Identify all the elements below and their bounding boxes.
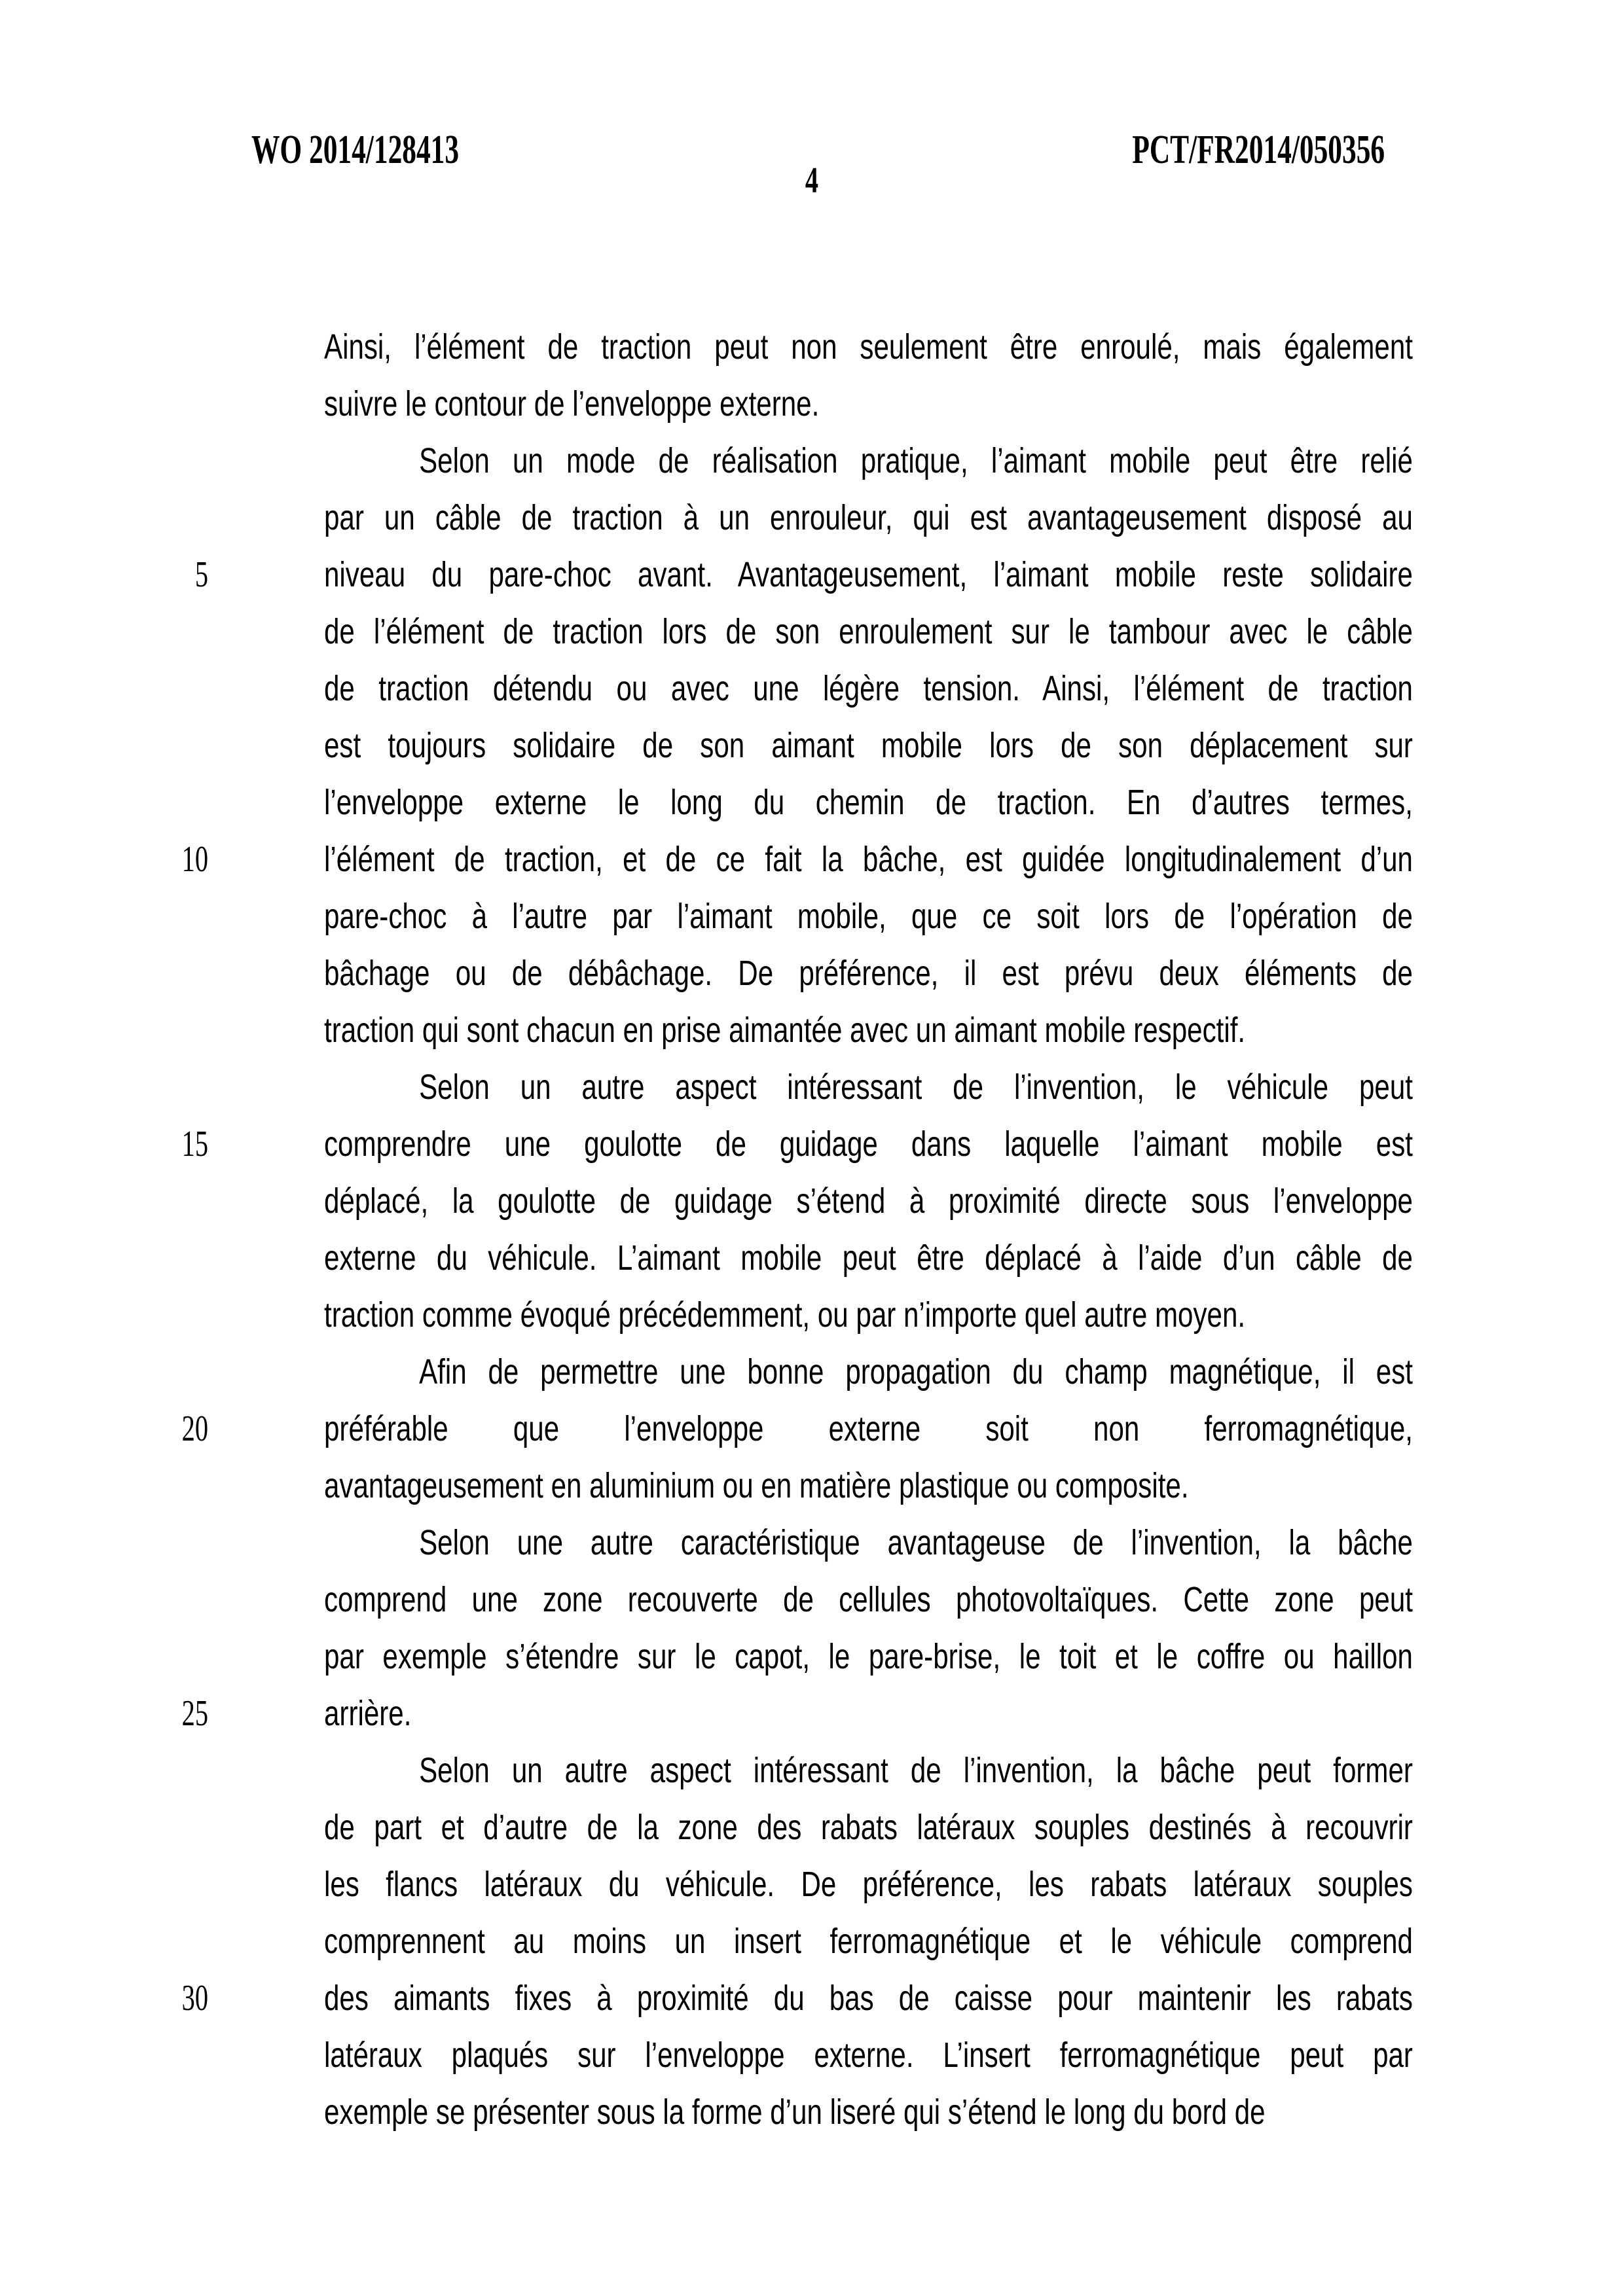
description-text (324, 319, 1413, 2141)
text-line: l’enveloppe externe le long du chemin de traction. En d’autres termes, (324, 783, 1413, 822)
text-line: niveau du pare-choc avant. Avantageusement, l’aimant mobile reste solidaire (324, 555, 1413, 594)
text-line: des aimants fixes à proximité du bas de caisse pour maintenir les rabats (324, 1979, 1413, 2018)
text-line: Selon un autre aspect intéressant de l’invention, le véhicule peut (419, 1067, 1413, 1107)
margin-line-number: 5 (194, 554, 208, 595)
text-line: latéraux plaqués sur l’enveloppe externe. L’insert ferromagnétique peut par (324, 2036, 1413, 2075)
text-line: bâchage ou de débâchage. De préférence, il est prévu deux éléments de (324, 954, 1413, 993)
text-line: de l’élément de traction lors de son enroulement sur le tambour avec le câble (324, 612, 1413, 651)
text-line: comprend une zone recouverte de cellules photovoltaïques. Cette zone peut (324, 1580, 1413, 1619)
margin-line-number: 25 (181, 1693, 208, 1734)
text-line: arrière. (324, 1694, 412, 1733)
text-line: les flancs latéraux du véhicule. De préférence, les rabats latéraux souples (324, 1865, 1413, 1904)
text-line: exemple se présenter sous la forme d’un liseré qui s’étend le long du bord de (324, 2092, 1266, 2132)
margin-line-number: 20 (181, 1408, 208, 1449)
text-line: Selon une autre caractéristique avantageuse de l’invention, la bâche (419, 1523, 1413, 1562)
text-line: comprendre une goulotte de guidage dans laquelle l’aimant mobile est (324, 1124, 1413, 1164)
text-line: l’élément de traction, et de ce fait la bâche, est guidée longitudinalement d’un (324, 840, 1413, 879)
margin-line-number: 10 (181, 839, 208, 880)
text-line: Selon un mode de réalisation pratique, l’aimant mobile peut être relié (419, 441, 1413, 480)
text-line: préférable que l’enveloppe externe soit non ferromagnétique, (324, 1409, 1413, 1448)
text-line: traction qui sont chacun en prise aimantée avec un aimant mobile respectif. (324, 1011, 1246, 1050)
text-line: Afin de permettre une bonne propagation du champ magnétique, il est (419, 1352, 1413, 1391)
text-line: externe du véhicule. L’aimant mobile peut être déplacé à l’aide d’un câble de (324, 1238, 1413, 1278)
margin-line-number: 30 (181, 1978, 208, 2018)
text-line: déplacé, la goulotte de guidage s’étend à proximité directe sous l’enveloppe (324, 1181, 1413, 1221)
margin-line-number: 15 (181, 1124, 208, 1164)
text-line: suivre le contour de l’enveloppe externe. (324, 384, 820, 423)
text-line: traction comme évoqué précédemment, ou par n’importe quel autre moyen. (324, 1295, 1246, 1335)
page-number: 4 (805, 160, 819, 201)
text-line: de traction détendu ou avec une légère tension. Ainsi, l’élément de traction (324, 669, 1413, 708)
text-line: pare-choc à l’autre par l’aimant mobile, que ce soit lors de l’opération de (324, 897, 1413, 936)
text-line: de part et d’autre de la zone des rabats latéraux souples destinés à recouvrir (324, 1808, 1413, 1847)
text-line: Selon un autre aspect intéressant de l’invention, la bâche peut former (419, 1751, 1413, 1790)
text-line: Ainsi, l’élément de traction peut non seulement être enroulé, mais également (324, 327, 1413, 367)
text-line: avantageusement en aluminium ou en matière plastique ou composite. (324, 1466, 1189, 1505)
line-number-gutter (151, 319, 208, 2145)
text-line: comprennent au moins un insert ferromagnétique et le véhicule comprend (324, 1922, 1413, 1961)
text-line: par un câble de traction à un enrouleur, qui est avantageusement disposé au (324, 498, 1413, 537)
text-line: est toujours solidaire de son aimant mobile lors de son déplacement sur (324, 726, 1413, 765)
application-number: PCT/FR2014/050356 (1132, 128, 1385, 172)
publication-number: WO 2014/128413 (251, 128, 460, 172)
text-line: par exemple s’étendre sur le capot, le pare-brise, le toit et le coffre ou haillon (324, 1637, 1413, 1676)
